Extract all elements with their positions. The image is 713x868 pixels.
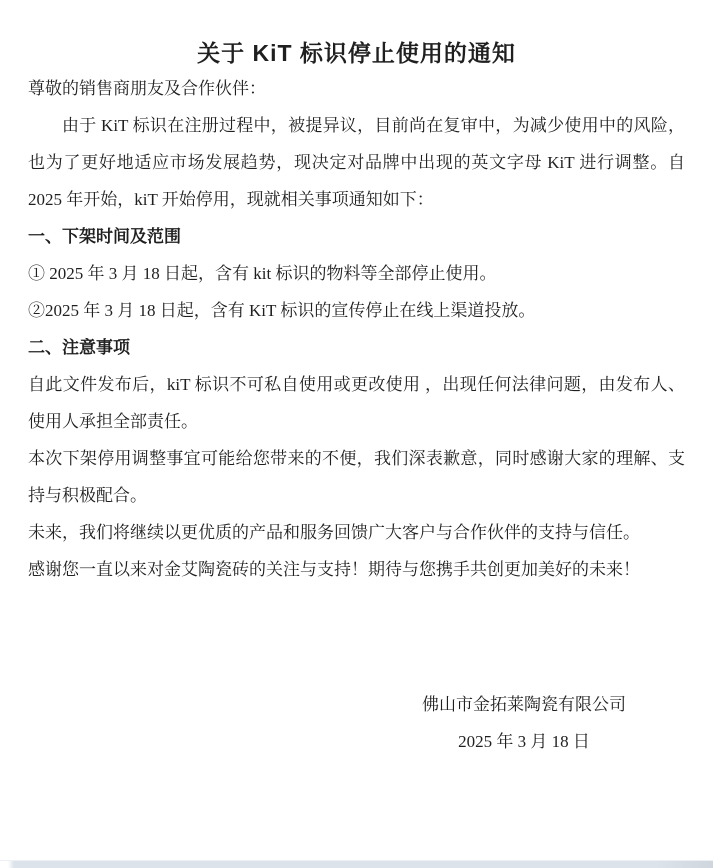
intro-paragraph: 由于 KiT 标识在注册过程中，被提异议，目前尚在复审中，为减少使用中的风险，也为了更好地适应市场发展趋势，现决定对品牌中出现的英文字母 KiT 进行调整。自 2025 年开始，kiT 开始停用，现就相关事项通知如下： [28,116,685,209]
signature-date: 2025 年 3 月 18 日 [458,732,590,751]
section-2-paragraph-2: 本次下架停用调整事宜可能给您带来的不便，我们深表歉意，同时感谢大家的理解、支持与积极配合。 [28,449,685,505]
section-2-paragraph-3: 未来，我们将继续以更优质的产品和服务回馈广大客户与合作伙伴的支持与信任。 [28,523,640,542]
document-body [0,36,713,588]
section-1-item-1: ① 2025 年 3 月 18 日起，含有 kit 标识的物料等全部停止使用。 [28,264,497,283]
signature-block [418,686,630,760]
section-2-heading: 二、注意事项 [28,338,130,357]
section-2-paragraph-1: 自此文件发布后，kiT 标识不可私自使用或更改使用 ，出现任何法律问题，由发布人、使用人承担全部责任。 [28,375,685,431]
bottom-edge-bar [0,860,713,868]
salutation: 尊敬的销售商朋友及合作伙伴： [28,79,266,98]
section-2-paragraph-4: 感谢您一直以来对金艾陶瓷砖的关注与支持！期待与您携手共创更加美好的未来！ [28,560,640,579]
section-1-item-2: ②2025 年 3 月 18 日起，含有 KiT 标识的宣传停止在线上渠道投放。 [28,301,536,320]
page-title: 关于 KiT 标识停止使用的通知 [197,40,516,66]
signature-company: 佛山市金拓莱陶瓷有限公司 [422,695,626,714]
section-1-heading: 一、下架时间及范围 [28,227,181,246]
